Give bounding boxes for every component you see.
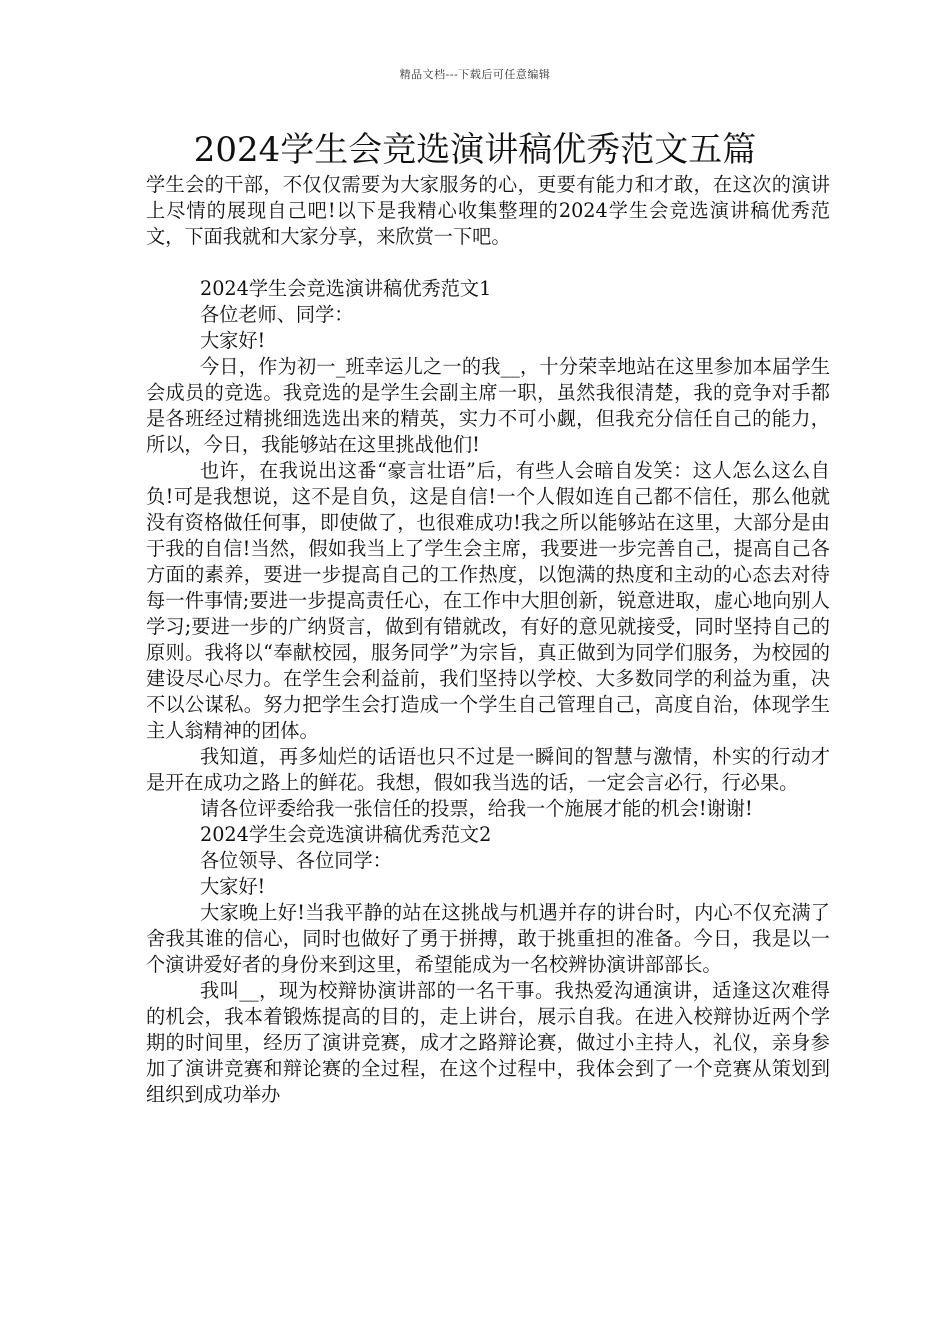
document-body	[146, 172, 830, 1108]
section-1-paragraph: 也许，在我说出这番“豪言壮语”后，有些人会暗自发笑：这人怎么这么自负!可是我想说，这不是自负，这是自信!一个人假如连自己都不信任，那么他就没有资格做任何事，即使做了，也很难成功!我之所以能够站在这里，大部分是由于我的自信!当然，假如我当上了学生会主席，我要进一步完善自己，提高自己各方面的素养，要进一步提高自己的工作热度，以饱满的热度和主动的心态去对待每一件事情;要进一步提高责任心，在工作中大胆创新，锐意进取，虚心地向别人学习;要进一步的广纳贤言，做到有错就改，有好的意见就接受，同时坚持自己的原则。我将以“奉献校园，服务同学”为宗旨，真正做到为同学们服务，为校园的建设尽心尽力。在学生会利益前，我们坚持以学校、大多数同学的利益为重，决不以公谋私。努力把学生会打造成一个学生自己管理自己，高度自治，体现学生主人翁精神的团体。	[146, 459, 830, 742]
section-1-paragraph: 请各位评委给我一张信任的投票，给我一个施展才能的机会!谢谢!	[200, 797, 753, 820]
section-1-paragraph: 今日，作为初一_班幸运儿之一的我__，十分荣幸地站在这里参加本届学生会成员的竞选。我竞选的是学生会副主席一职，虽然我很清楚，我的竞争对手都是各班经过精挑细选选出来的精英，实力不可小觑，但我充分信任自己的能力，所以，今日，我能够站在这里挑战他们!	[146, 355, 830, 456]
section-1-paragraph: 我知道，再多灿烂的话语也只不过是一瞬间的智慧与激情，朴实的行动才是开在成功之路上的鲜花。我想，假如我当选的话，一定会言必行，行必果。	[146, 745, 830, 794]
section-1-heading: 2024学生会竞选演讲稿优秀范文1	[200, 277, 492, 300]
section-1-greeting: 大家好!	[200, 329, 266, 352]
document-title: 2024学生会竞选演讲稿优秀范文五篇	[193, 130, 757, 170]
section-2-salutation: 各位领导、各位同学：	[200, 849, 392, 872]
section-2-greeting: 大家好!	[200, 875, 266, 898]
section-2-heading: 2024学生会竞选演讲稿优秀范文2	[200, 823, 492, 846]
page-header: 精品文档---下载后可任意编辑	[399, 68, 551, 81]
section-1-salutation: 各位老师、同学：	[200, 303, 354, 326]
intro-paragraph: 学生会的干部，不仅仅需要为大家服务的心，更要有能力和才敢，在这次的演讲上尽情的展现自己吧!以下是我精心收集整理的2024学生会竞选演讲稿优秀范文，下面我就和大家分享，来欣赏一下吧。	[146, 173, 830, 248]
section-2-paragraph: 大家晚上好!当我平静的站在这挑战与机遇并存的讲台时，内心不仅充满了舍我其谁的信心，同时也做好了勇于拼搏，敢于挑重担的准备。今日，我是以一个演讲爱好者的身份来到这里，希望能成为一名校辨协演讲部部长。	[146, 901, 830, 976]
section-2-paragraph: 我叫__，现为校辩协演讲部的一名干事。我热爱沟通演讲，适逢这次难得的机会，我本着锻炼提高的目的，走上讲台，展示自我。在进入校辩协近两个学期的时间里，经历了演讲竞赛，成才之路辩论赛，做过小主持人，礼仪，亲身参加了演讲竞赛和辩论赛的全过程，在这个过程中，我体会到了一个竞赛从策划到组织到成功举办	[146, 979, 830, 1106]
